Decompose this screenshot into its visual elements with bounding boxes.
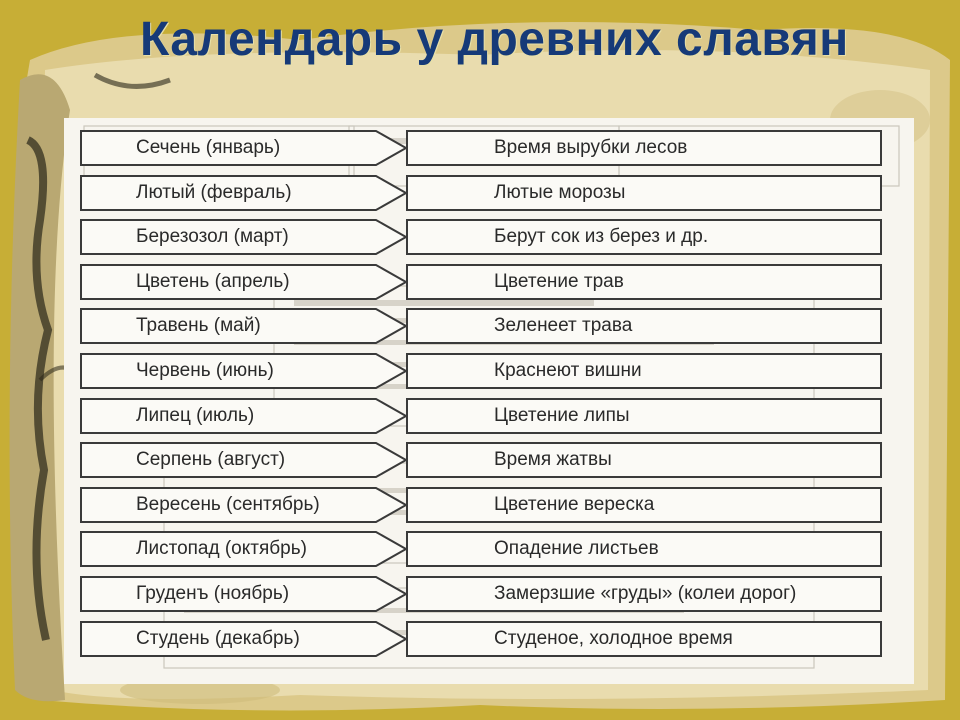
- month-label: Вересень (сентябрь): [136, 493, 320, 515]
- month-box: [80, 442, 398, 478]
- meaning-box: Время жатвы: [406, 442, 882, 478]
- calendar-row: [64, 353, 914, 389]
- month-label: Листопад (октябрь): [136, 538, 307, 560]
- month-label: Травень (май): [136, 315, 261, 337]
- month-box: [80, 353, 398, 389]
- calendar-row: [64, 219, 914, 255]
- calendar-row: [64, 398, 914, 434]
- calendar-row: [64, 576, 914, 612]
- month-box: [80, 487, 398, 523]
- page-title: Календарь у древних славян: [140, 13, 849, 66]
- meaning-box: Краснеют вишни: [406, 353, 882, 389]
- calendar-row: [64, 621, 914, 657]
- meaning-box: Цветение липы: [406, 398, 882, 434]
- calendar-row: [64, 442, 914, 478]
- month-label: Серпень (август): [136, 449, 286, 471]
- month-label: Студень (декабрь): [136, 627, 300, 649]
- meaning-box: Лютые морозы: [406, 175, 882, 211]
- month-box: [80, 576, 398, 612]
- month-box: [80, 531, 398, 567]
- month-label: Червень (июнь): [136, 360, 274, 381]
- month-label: Груденъ (ноябрь): [136, 583, 290, 604]
- month-box: [80, 308, 398, 344]
- meaning-box: Зеленеет трава: [406, 308, 882, 344]
- meaning-box: Время вырубки лесов: [406, 130, 882, 166]
- meaning-box: Замерзшие «груды» (колеи дорог): [406, 576, 882, 612]
- month-label: Березозол (март): [136, 226, 289, 248]
- month-box: [80, 130, 398, 166]
- meaning-box: Берут сок из берез и др.: [406, 219, 882, 255]
- month-box: [80, 219, 398, 255]
- month-box: [80, 175, 398, 211]
- calendar-row: [64, 531, 914, 567]
- meaning-box: Опадение листьев: [406, 531, 882, 567]
- month-label: Липец (июль): [136, 404, 255, 426]
- month-label: Лютый (февраль): [136, 181, 292, 203]
- meaning-box: Цветение трав: [406, 264, 882, 300]
- month-box: [80, 264, 398, 300]
- calendar-row: [64, 487, 914, 523]
- month-box: [80, 398, 398, 434]
- month-label: Сечень (январь): [136, 137, 281, 158]
- calendar-row: [64, 175, 914, 211]
- meaning-box: Цветение вереска: [406, 487, 882, 523]
- calendar-row: [64, 130, 914, 166]
- calendar-panel: [64, 118, 914, 684]
- calendar-row: [64, 264, 914, 300]
- month-box: [80, 621, 398, 657]
- month-label: Цветень (апрель): [136, 270, 290, 292]
- calendar-row: [64, 308, 914, 344]
- meaning-box: Студеное, холодное время: [406, 621, 882, 657]
